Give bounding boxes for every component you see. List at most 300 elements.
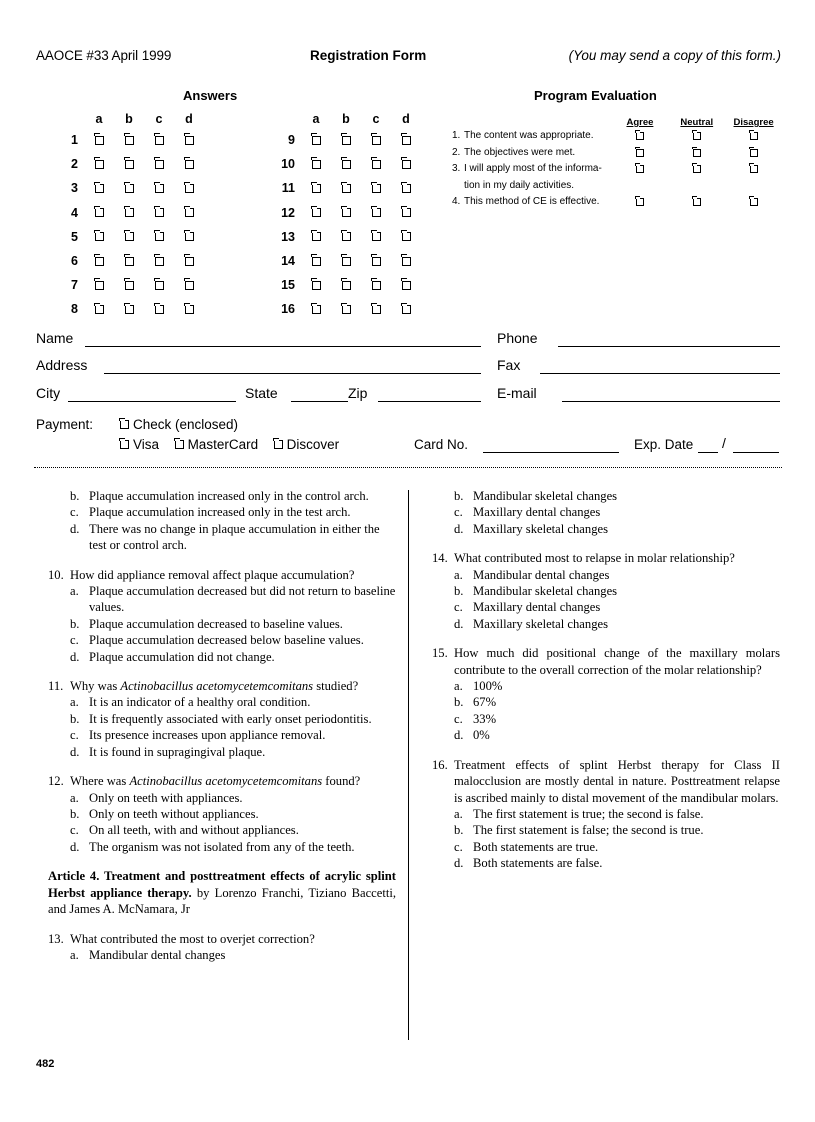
address-label: Address bbox=[36, 357, 88, 373]
checkbox-answer-q3-b[interactable] bbox=[125, 184, 134, 193]
answer-cell bbox=[331, 208, 361, 217]
evaluation-option-cell bbox=[725, 194, 782, 211]
option-letter: d. bbox=[454, 856, 464, 871]
checkbox-answer-q13-d[interactable] bbox=[402, 232, 411, 241]
checkbox-answer-q6-d[interactable] bbox=[185, 257, 194, 266]
option-letter: d. bbox=[454, 728, 464, 743]
checkbox-answer-q8-a[interactable] bbox=[95, 305, 104, 314]
evaluation-statement-text: This method of CE is effective. bbox=[464, 196, 600, 207]
question-option[interactable] bbox=[48, 822, 396, 838]
answer-row bbox=[275, 273, 421, 297]
option-text: Its presence increases upon appliance removal. bbox=[89, 728, 326, 743]
question-number: 12. bbox=[48, 774, 64, 789]
card-number-input-line[interactable] bbox=[483, 452, 619, 453]
answer-column-letter-a: a bbox=[95, 112, 103, 126]
question-option[interactable] bbox=[48, 744, 396, 760]
option-letter: c. bbox=[454, 711, 463, 726]
checkbox-answer-q15-c[interactable] bbox=[372, 281, 381, 290]
checkbox-answer-q9-c[interactable] bbox=[372, 136, 381, 145]
answer-cell bbox=[114, 160, 144, 169]
option-letter: b. bbox=[70, 489, 80, 503]
option-text: Both statements are false. bbox=[473, 856, 603, 871]
checkbox-eval-3-neutral[interactable] bbox=[693, 165, 701, 173]
checkbox-answer-q8-b[interactable] bbox=[125, 305, 134, 314]
answer-cell bbox=[84, 281, 114, 290]
checkbox-answer-q15-b[interactable] bbox=[342, 281, 351, 290]
answer-cell bbox=[174, 232, 204, 241]
option-letter: c. bbox=[70, 633, 79, 648]
answer-cell bbox=[84, 136, 114, 145]
phone-label: Phone bbox=[497, 330, 538, 346]
answer-column-letter-b: b bbox=[342, 112, 350, 126]
checkbox-answer-q1-a[interactable] bbox=[95, 136, 104, 145]
checkbox-answer-q5-b[interactable] bbox=[125, 232, 134, 241]
checkbox-answer-q14-b[interactable] bbox=[342, 257, 351, 266]
answer-cell bbox=[361, 232, 391, 241]
option-letter: a. bbox=[70, 790, 79, 805]
question-stem bbox=[48, 567, 396, 583]
option-letter: b. bbox=[70, 711, 80, 726]
page-number: 482 bbox=[36, 1058, 55, 1070]
answer-column-letter-d: d bbox=[402, 112, 410, 126]
checkbox-answer-q10-a[interactable] bbox=[312, 160, 321, 169]
evaluation-row-continuation bbox=[452, 178, 782, 195]
option-letter: c. bbox=[70, 505, 79, 520]
checkbox-eval-2-disagree[interactable] bbox=[750, 149, 758, 157]
question-option[interactable] bbox=[432, 567, 780, 583]
evaluation-option-header-neutral: Neutral bbox=[680, 117, 714, 128]
option-letter: c. bbox=[70, 823, 79, 838]
checkbox-answer-q2-b[interactable] bbox=[125, 160, 134, 169]
checkbox-answer-q5-d[interactable] bbox=[185, 232, 194, 241]
answer-cell bbox=[114, 257, 144, 266]
checkbox-answer-q12-b[interactable] bbox=[342, 208, 351, 217]
question-text: Why was Actinobacillus acetomycetemcomitans studied? bbox=[70, 679, 359, 694]
checkbox-answer-q6-b[interactable] bbox=[125, 257, 134, 266]
exp-year-input-line[interactable] bbox=[733, 452, 779, 453]
answer-cell bbox=[84, 208, 114, 217]
answer-cell bbox=[331, 136, 361, 145]
question-option[interactable] bbox=[432, 839, 780, 855]
payment-check-option[interactable] bbox=[120, 417, 238, 432]
option-text: Maxillary dental changes bbox=[473, 505, 601, 520]
question-option[interactable] bbox=[48, 694, 396, 710]
checkbox-answer-q10-c[interactable] bbox=[372, 160, 381, 169]
option-text: The first statement is true; the second is false. bbox=[473, 806, 704, 821]
answer-cell bbox=[361, 257, 391, 266]
zip-input-line[interactable] bbox=[378, 401, 481, 402]
evaluation-statement bbox=[452, 161, 612, 178]
option-text: It is an indicator of a healthy oral condition. bbox=[89, 695, 311, 710]
question-option[interactable] bbox=[432, 599, 780, 615]
answer-row bbox=[58, 128, 204, 152]
checkbox-answer-q2-c[interactable] bbox=[155, 160, 164, 169]
checkbox-answer-q16-d[interactable] bbox=[402, 305, 411, 314]
answer-cell bbox=[114, 208, 144, 217]
answer-cell bbox=[361, 305, 391, 314]
checkbox-answer-q11-c[interactable] bbox=[372, 184, 381, 193]
answer-row-number: 15 bbox=[281, 278, 295, 293]
option-letter: c. bbox=[454, 600, 463, 615]
question-text: Treatment effects of splint Herbst therapy for Class II malocclusion are mostly dental in nature. Posttreatment relapse is ascribed mainly to distal movement of the mandibular molars. bbox=[454, 757, 780, 805]
registration-form-area bbox=[0, 0, 815, 470]
checkbox-answer-q7-b[interactable] bbox=[125, 281, 134, 290]
checkbox-answer-q12-c[interactable] bbox=[372, 208, 381, 217]
option-text: Mandibular dental changes bbox=[89, 948, 226, 963]
checkbox-answer-q1-c[interactable] bbox=[155, 136, 164, 145]
answer-column-letter-b: b bbox=[125, 112, 133, 126]
question-option[interactable] bbox=[432, 616, 780, 632]
answer-row bbox=[275, 152, 421, 176]
checkbox-check-enclosed[interactable] bbox=[120, 420, 129, 429]
checkbox-answer-q10-d[interactable] bbox=[402, 160, 411, 169]
question-stem bbox=[48, 773, 396, 789]
checkbox-visa[interactable] bbox=[120, 440, 129, 449]
evaluation-statement-number: 3. bbox=[452, 163, 461, 174]
evaluation-row bbox=[452, 145, 782, 162]
payment-visa-label: Visa bbox=[133, 437, 160, 452]
evaluation-option-cell-empty bbox=[672, 178, 727, 195]
evaluation-statement-text: The objectives were met. bbox=[464, 146, 576, 158]
answer-cell bbox=[144, 232, 174, 241]
page-title: Registration Form bbox=[310, 48, 427, 63]
fax-input-line[interactable] bbox=[540, 373, 780, 374]
answer-row bbox=[275, 249, 421, 273]
evaluation-option-cell bbox=[668, 161, 725, 178]
checkbox-answer-q13-c[interactable] bbox=[372, 232, 381, 241]
checkbox-answer-q3-c[interactable] bbox=[155, 184, 164, 193]
checkbox-answer-q12-a[interactable] bbox=[312, 208, 321, 217]
answer-row bbox=[275, 176, 421, 200]
checkbox-answer-q4-d[interactable] bbox=[185, 208, 194, 217]
answer-cell bbox=[84, 305, 114, 314]
checkbox-answer-q5-c[interactable] bbox=[155, 232, 164, 241]
evaluation-option-cell bbox=[668, 194, 725, 211]
answer-cell bbox=[331, 305, 361, 314]
question-option[interactable] bbox=[432, 488, 780, 504]
quiz-column-left bbox=[48, 488, 396, 964]
exp-month-input-line[interactable] bbox=[698, 452, 718, 453]
checkbox-mastercard[interactable] bbox=[175, 440, 184, 449]
checkbox-answer-q9-d[interactable] bbox=[402, 136, 411, 145]
option-text: 33% bbox=[473, 711, 497, 726]
question-option[interactable] bbox=[432, 694, 780, 710]
question-number: 15. bbox=[432, 646, 448, 661]
email-label: E-mail bbox=[497, 385, 537, 401]
option-letter: b. bbox=[70, 616, 80, 631]
answer-cell bbox=[84, 257, 114, 266]
answer-cell bbox=[301, 136, 331, 145]
checkbox-answer-q6-c[interactable] bbox=[155, 257, 164, 266]
answer-row bbox=[58, 297, 204, 321]
answer-cell bbox=[301, 305, 331, 314]
evaluation-option-cell bbox=[725, 145, 782, 162]
evaluation-statement-continuation: tion in my daily activities. bbox=[464, 179, 575, 191]
checkbox-answer-q16-b[interactable] bbox=[342, 305, 351, 314]
option-text: Mandibular skeletal changes bbox=[473, 489, 618, 503]
question-option[interactable] bbox=[48, 521, 396, 554]
question-stem bbox=[432, 757, 780, 806]
checkbox-answer-q15-a[interactable] bbox=[312, 281, 321, 290]
option-letter: b. bbox=[454, 695, 464, 710]
option-letter: a. bbox=[454, 567, 463, 582]
quiz-options-continued bbox=[432, 488, 780, 537]
checkbox-eval-1-neutral[interactable] bbox=[693, 132, 701, 140]
answer-cell bbox=[114, 184, 144, 193]
question-option[interactable] bbox=[48, 649, 396, 665]
exp-date-separator: / bbox=[722, 435, 726, 451]
option-text: It is found in supragingival plaque. bbox=[89, 744, 266, 759]
option-letter: b. bbox=[454, 584, 464, 599]
option-letter: d. bbox=[70, 839, 80, 854]
answer-cell bbox=[391, 160, 421, 169]
exp-date-label: Exp. Date bbox=[634, 437, 694, 452]
option-letter: a. bbox=[454, 679, 463, 694]
answer-row-number: 4 bbox=[71, 205, 78, 220]
answer-row bbox=[275, 225, 421, 249]
article-heading bbox=[48, 868, 396, 918]
question-option[interactable] bbox=[48, 488, 396, 504]
answer-cell bbox=[331, 281, 361, 290]
question-stem bbox=[432, 550, 780, 566]
article-authors: by Lorenzo Franchi, Tiziano Baccetti, and James A. McNamara, Jr bbox=[48, 885, 396, 917]
answer-cell bbox=[331, 232, 361, 241]
option-letter: b. bbox=[454, 489, 464, 503]
program-evaluation-table bbox=[452, 113, 782, 211]
evaluation-row bbox=[452, 161, 782, 178]
evaluation-statement bbox=[452, 128, 612, 145]
checkbox-answer-q2-d[interactable] bbox=[185, 160, 194, 169]
evaluation-option-cell-empty bbox=[727, 178, 782, 195]
option-letter: d. bbox=[70, 521, 80, 536]
checkbox-answer-q15-d[interactable] bbox=[402, 281, 411, 290]
answer-cell bbox=[331, 160, 361, 169]
payment-card-options bbox=[120, 437, 339, 452]
answer-row bbox=[58, 152, 204, 176]
checkbox-answer-q3-a[interactable] bbox=[95, 184, 104, 193]
option-letter: c. bbox=[70, 728, 79, 743]
checkbox-answer-q9-a[interactable] bbox=[312, 136, 321, 145]
email-input-line[interactable] bbox=[562, 401, 780, 402]
question-option[interactable] bbox=[48, 583, 396, 616]
checkbox-answer-q7-a[interactable] bbox=[95, 281, 104, 290]
checkbox-eval-1-agree[interactable] bbox=[636, 132, 644, 140]
answer-cell bbox=[331, 257, 361, 266]
state-input-line[interactable] bbox=[291, 401, 348, 402]
answer-column-letter-c: c bbox=[155, 112, 163, 126]
evaluation-statement bbox=[452, 194, 612, 211]
answer-row-number: 11 bbox=[281, 181, 295, 196]
question-option[interactable] bbox=[432, 855, 780, 871]
payment-label: Payment: bbox=[36, 417, 94, 432]
question-option[interactable] bbox=[432, 806, 780, 822]
question-option[interactable] bbox=[48, 790, 396, 806]
answer-cell bbox=[144, 257, 174, 266]
evaluation-row bbox=[452, 128, 782, 145]
option-text: It is frequently associated with early onset periodontitis. bbox=[89, 711, 372, 726]
option-text: Plaque accumulation decreased below baseline values. bbox=[89, 633, 364, 648]
answer-cell bbox=[361, 160, 391, 169]
evaluation-option-cell bbox=[612, 161, 669, 178]
option-text: Plaque accumulation increased only in the test arch. bbox=[89, 505, 351, 520]
answer-row-number: 1 bbox=[71, 133, 78, 148]
question-option[interactable] bbox=[48, 504, 396, 520]
article-title: Article 4. Treatment and posttreatment effects of acrylic splint Herbst appliance therapy. bbox=[48, 869, 396, 900]
card-number-label: Card No. bbox=[414, 437, 469, 452]
checkbox-answer-q9-b[interactable] bbox=[342, 136, 351, 145]
answer-row bbox=[58, 201, 204, 225]
checkbox-eval-1-disagree[interactable] bbox=[750, 132, 758, 140]
option-letter: d. bbox=[454, 521, 464, 536]
checkbox-answer-q1-b[interactable] bbox=[125, 136, 134, 145]
checkbox-eval-4-neutral[interactable] bbox=[693, 198, 701, 206]
answer-row-number: 5 bbox=[71, 229, 78, 244]
city-input-line[interactable] bbox=[68, 401, 236, 402]
answer-cell bbox=[114, 136, 144, 145]
checkbox-eval-2-agree[interactable] bbox=[636, 149, 644, 157]
option-text: 0% bbox=[473, 728, 490, 743]
quiz-question bbox=[48, 678, 396, 760]
question-option[interactable] bbox=[48, 727, 396, 743]
checkbox-answer-q4-b[interactable] bbox=[125, 208, 134, 217]
evaluation-section-title: Program Evaluation bbox=[534, 88, 657, 103]
checkbox-eval-3-agree[interactable] bbox=[636, 165, 644, 173]
answer-row bbox=[58, 225, 204, 249]
quiz-question bbox=[432, 757, 780, 872]
checkbox-answer-q1-d[interactable] bbox=[185, 136, 194, 145]
checkbox-answer-q14-c[interactable] bbox=[372, 257, 381, 266]
checkbox-answer-q2-a[interactable] bbox=[95, 160, 104, 169]
question-number: 11. bbox=[48, 679, 64, 694]
answer-row-number: 14 bbox=[281, 254, 295, 269]
header-copy-notice: (You may send a copy of this form.) bbox=[568, 48, 781, 63]
question-option[interactable] bbox=[432, 583, 780, 599]
question-stem bbox=[48, 931, 396, 947]
answer-cell bbox=[391, 305, 421, 314]
name-label: Name bbox=[36, 330, 74, 346]
checkbox-answer-q8-c[interactable] bbox=[155, 305, 164, 314]
quiz-question bbox=[48, 567, 396, 665]
answer-cell bbox=[144, 208, 174, 217]
checkbox-answer-q8-d[interactable] bbox=[185, 305, 194, 314]
address-input-line[interactable] bbox=[104, 373, 481, 374]
checkbox-discover[interactable] bbox=[274, 440, 283, 449]
checkbox-answer-q13-b[interactable] bbox=[342, 232, 351, 241]
answer-cell bbox=[361, 136, 391, 145]
checkbox-answer-q16-c[interactable] bbox=[372, 305, 381, 314]
question-option[interactable] bbox=[432, 711, 780, 727]
evaluation-statement-text: I will apply most of the informa- bbox=[464, 163, 602, 174]
checkbox-answer-q7-d[interactable] bbox=[185, 281, 194, 290]
question-option[interactable] bbox=[432, 822, 780, 838]
zip-label: Zip bbox=[348, 385, 368, 401]
question-option[interactable] bbox=[432, 504, 780, 520]
question-option[interactable] bbox=[48, 947, 396, 963]
phone-input-line[interactable] bbox=[558, 346, 780, 347]
city-label: City bbox=[36, 385, 61, 401]
answer-cell bbox=[174, 136, 204, 145]
question-option[interactable] bbox=[48, 632, 396, 648]
header-issue-label: AAOCE #33 April 1999 bbox=[36, 48, 172, 63]
evaluation-option-cell bbox=[668, 145, 725, 162]
question-option[interactable] bbox=[48, 806, 396, 822]
question-text: Where was Actinobacillus acetomycetemcomitans found? bbox=[70, 774, 361, 789]
answer-cell bbox=[301, 232, 331, 241]
answer-row-number: 13 bbox=[281, 229, 295, 244]
answer-row-number: 7 bbox=[71, 278, 78, 293]
answer-cell bbox=[391, 184, 421, 193]
question-option[interactable] bbox=[48, 711, 396, 727]
answer-column-letter-a: a bbox=[312, 112, 320, 126]
checkbox-answer-q6-a[interactable] bbox=[95, 257, 104, 266]
answer-cell bbox=[84, 160, 114, 169]
checkbox-eval-4-disagree[interactable] bbox=[750, 198, 758, 206]
checkbox-answer-q13-a[interactable] bbox=[312, 232, 321, 241]
checkbox-answer-q11-a[interactable] bbox=[312, 184, 321, 193]
option-text: Mandibular dental changes bbox=[473, 567, 610, 582]
checkbox-answer-q5-a[interactable] bbox=[95, 232, 104, 241]
checkbox-answer-q10-b[interactable] bbox=[342, 160, 351, 169]
answer-row bbox=[58, 273, 204, 297]
checkbox-answer-q16-a[interactable] bbox=[312, 305, 321, 314]
checkbox-answer-q4-c[interactable] bbox=[155, 208, 164, 217]
answer-column-letter-d: d bbox=[185, 112, 193, 126]
evaluation-statement-number: 2. bbox=[452, 146, 461, 158]
question-option[interactable] bbox=[432, 521, 780, 537]
quiz-question bbox=[48, 931, 396, 964]
question-option[interactable] bbox=[432, 727, 780, 743]
answer-cell bbox=[174, 281, 204, 290]
checkbox-eval-2-neutral[interactable] bbox=[693, 149, 701, 157]
checkbox-answer-q11-d[interactable] bbox=[402, 184, 411, 193]
checkbox-eval-4-agree[interactable] bbox=[636, 198, 644, 206]
form-separator-dotted bbox=[34, 467, 782, 468]
option-letter: a. bbox=[70, 948, 79, 963]
checkbox-answer-q7-c[interactable] bbox=[155, 281, 164, 290]
option-text: Maxillary skeletal changes bbox=[473, 616, 608, 631]
checkbox-answer-q11-b[interactable] bbox=[342, 184, 351, 193]
quiz-question bbox=[48, 773, 396, 855]
answer-row bbox=[275, 297, 421, 321]
checkbox-answer-q14-d[interactable] bbox=[402, 257, 411, 266]
question-option[interactable] bbox=[48, 616, 396, 632]
question-option[interactable] bbox=[48, 839, 396, 855]
answer-row bbox=[275, 128, 421, 152]
checkbox-answer-q12-d[interactable] bbox=[402, 208, 411, 217]
name-input-line[interactable] bbox=[85, 346, 481, 347]
answer-cell bbox=[301, 184, 331, 193]
question-text: What contributed most to relapse in molar relationship? bbox=[454, 551, 735, 566]
evaluation-statement-number: 1. bbox=[452, 130, 461, 141]
answer-row-number: 10 bbox=[281, 157, 295, 172]
answer-cell bbox=[144, 305, 174, 314]
answer-cell bbox=[114, 232, 144, 241]
answer-row-number: 8 bbox=[71, 302, 78, 317]
payment-mastercard-label: MasterCard bbox=[187, 437, 259, 452]
checkbox-eval-3-disagree[interactable] bbox=[750, 165, 758, 173]
checkbox-answer-q14-a[interactable] bbox=[312, 257, 321, 266]
answer-column-letter-c: c bbox=[372, 112, 380, 126]
question-text: How did appliance removal affect plaque accumulation? bbox=[70, 567, 355, 582]
answer-row bbox=[58, 176, 204, 200]
question-text: How much did positional change of the maxillary molars contribute to the overall correction of the molar relationship? bbox=[454, 646, 780, 677]
checkbox-answer-q4-a[interactable] bbox=[95, 208, 104, 217]
answers-section-title: Answers bbox=[183, 88, 238, 103]
answer-cell bbox=[114, 305, 144, 314]
question-option[interactable] bbox=[432, 678, 780, 694]
checkbox-answer-q3-d[interactable] bbox=[185, 184, 194, 193]
answer-cell bbox=[84, 184, 114, 193]
